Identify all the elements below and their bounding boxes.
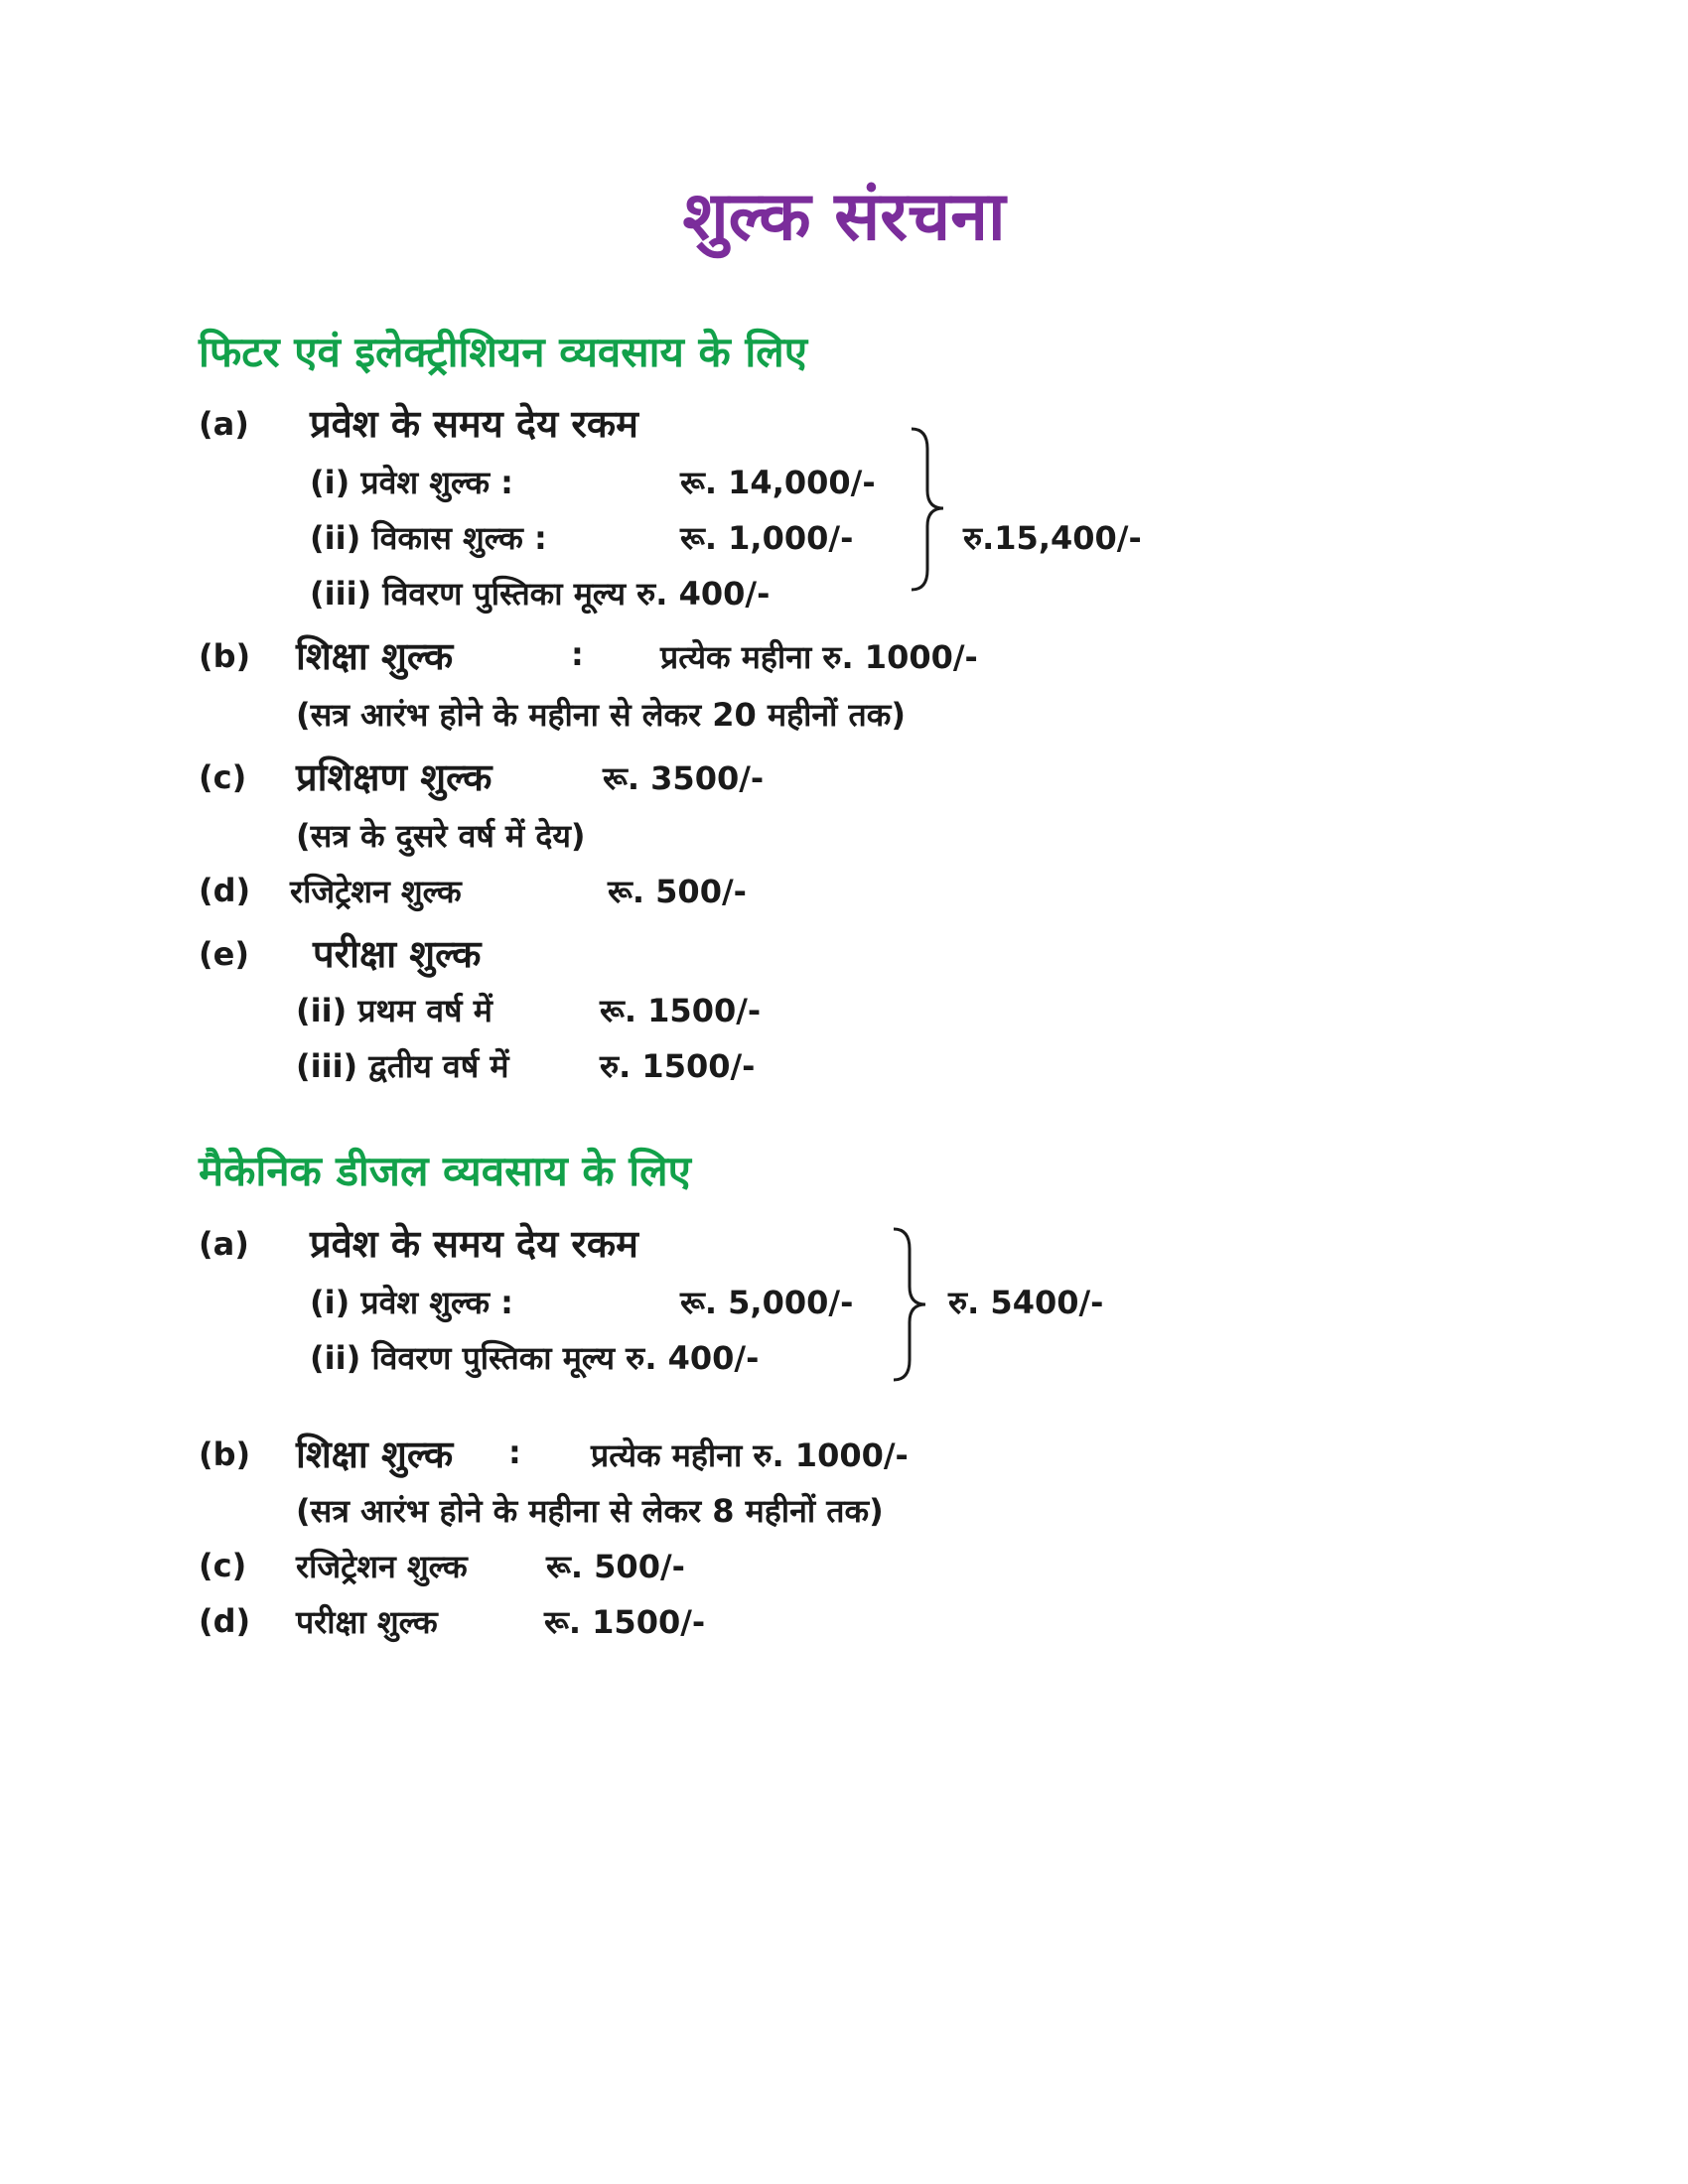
s2-c-amount: रू. 500/- [546, 1548, 685, 1585]
s2-d-title: परीक्षा शुल्क [296, 1603, 438, 1641]
s1-e-item-2-amount: रु. 1500/- [600, 1047, 756, 1085]
s1-a-title: प्रवेश के समय देय रकम [310, 402, 638, 446]
s1-b-note: (सत्र आरंभ होने के महीना से लेकर 20 महीनों तक) [296, 696, 906, 734]
s1-b-title: शिक्षा शुल्क [296, 634, 454, 678]
s1-label-e: (e) [199, 935, 249, 973]
s1-a-item-3-name: (iii) विवरण पुस्तिका मूल्य रु. 400/- [310, 575, 771, 613]
s2-b-title: शिक्षा शुल्क [296, 1433, 454, 1476]
s1-label-d: (d) [199, 872, 251, 909]
s1-a-item-2-name: (ii) विकास शुल्क : [310, 519, 547, 557]
s1-b-amount: प्रत्येक महीना रु. 1000/- [660, 638, 978, 676]
s1-e-title: परीक्षा शुल्क [313, 932, 482, 976]
section-heading-mechanic-diesel: मैकेनिक डीजल व्यवसाय के लिए [199, 1147, 691, 1195]
s1-e-item-1-name: (ii) प्रथम वर्ष में [296, 992, 492, 1029]
s2-a-item-1-name: (i) प्रवेश शुल्क : [310, 1284, 513, 1321]
s1-label-c: (c) [199, 758, 247, 796]
s1-c-amount: रू. 3500/- [603, 759, 765, 797]
section-heading-fitter-electrician: फिटर एवं इलेक्ट्रीशियन व्यवसाय के लिए [199, 328, 807, 376]
s2-label-d: (d) [199, 1602, 251, 1640]
s1-b-colon: : [571, 635, 584, 673]
s2-label-a: (a) [199, 1225, 249, 1263]
s2-b-note: (सत्र आरंभ होने के महीना से लेकर 8 महीनों तक) [296, 1492, 884, 1530]
s2-label-c: (c) [199, 1547, 247, 1584]
s1-brace [904, 425, 963, 594]
s1-a-total: रु.15,400/- [963, 519, 1142, 557]
s2-d-amount: रू. 1500/- [544, 1603, 706, 1641]
s2-b-amount: प्रत्येक महीना रु. 1000/- [591, 1436, 909, 1474]
s1-c-title: प्रशिक्षण शुल्क [296, 755, 492, 799]
s2-a-item-1-amount: रू. 5,000/- [680, 1284, 854, 1321]
s1-label-a: (a) [199, 405, 249, 443]
s2-a-title: प्रवेश के समय देय रकम [310, 1222, 638, 1266]
s2-brace [886, 1225, 945, 1384]
s1-a-item-2-amount: रू. 1,000/- [680, 519, 854, 557]
s1-label-b: (b) [199, 637, 251, 675]
s1-a-item-1-name: (i) प्रवेश शुल्क : [310, 464, 513, 501]
s1-d-title: रजिट्रेशन शुल्क [290, 873, 462, 910]
s2-label-b: (b) [199, 1435, 251, 1473]
page-title: शुल्क संरचना [682, 178, 1006, 256]
s2-b-colon: : [508, 1433, 521, 1471]
s1-e-item-1-amount: रू. 1500/- [600, 992, 762, 1029]
s1-e-item-2-name: (iii) द्वतीय वर्ष में [296, 1047, 509, 1085]
s1-c-note: (सत्र के दुसरे वर्ष में देय) [296, 817, 586, 855]
s2-c-title: रजिट्रेशन शुल्क [296, 1548, 468, 1585]
s2-a-item-2-name: (ii) विवरण पुस्तिका मूल्य रु. 400/- [310, 1339, 760, 1377]
s1-d-amount: रू. 500/- [608, 873, 747, 910]
s1-a-item-1-amount: रू. 14,000/- [680, 464, 876, 501]
s2-a-total: रु. 5400/- [948, 1284, 1104, 1321]
